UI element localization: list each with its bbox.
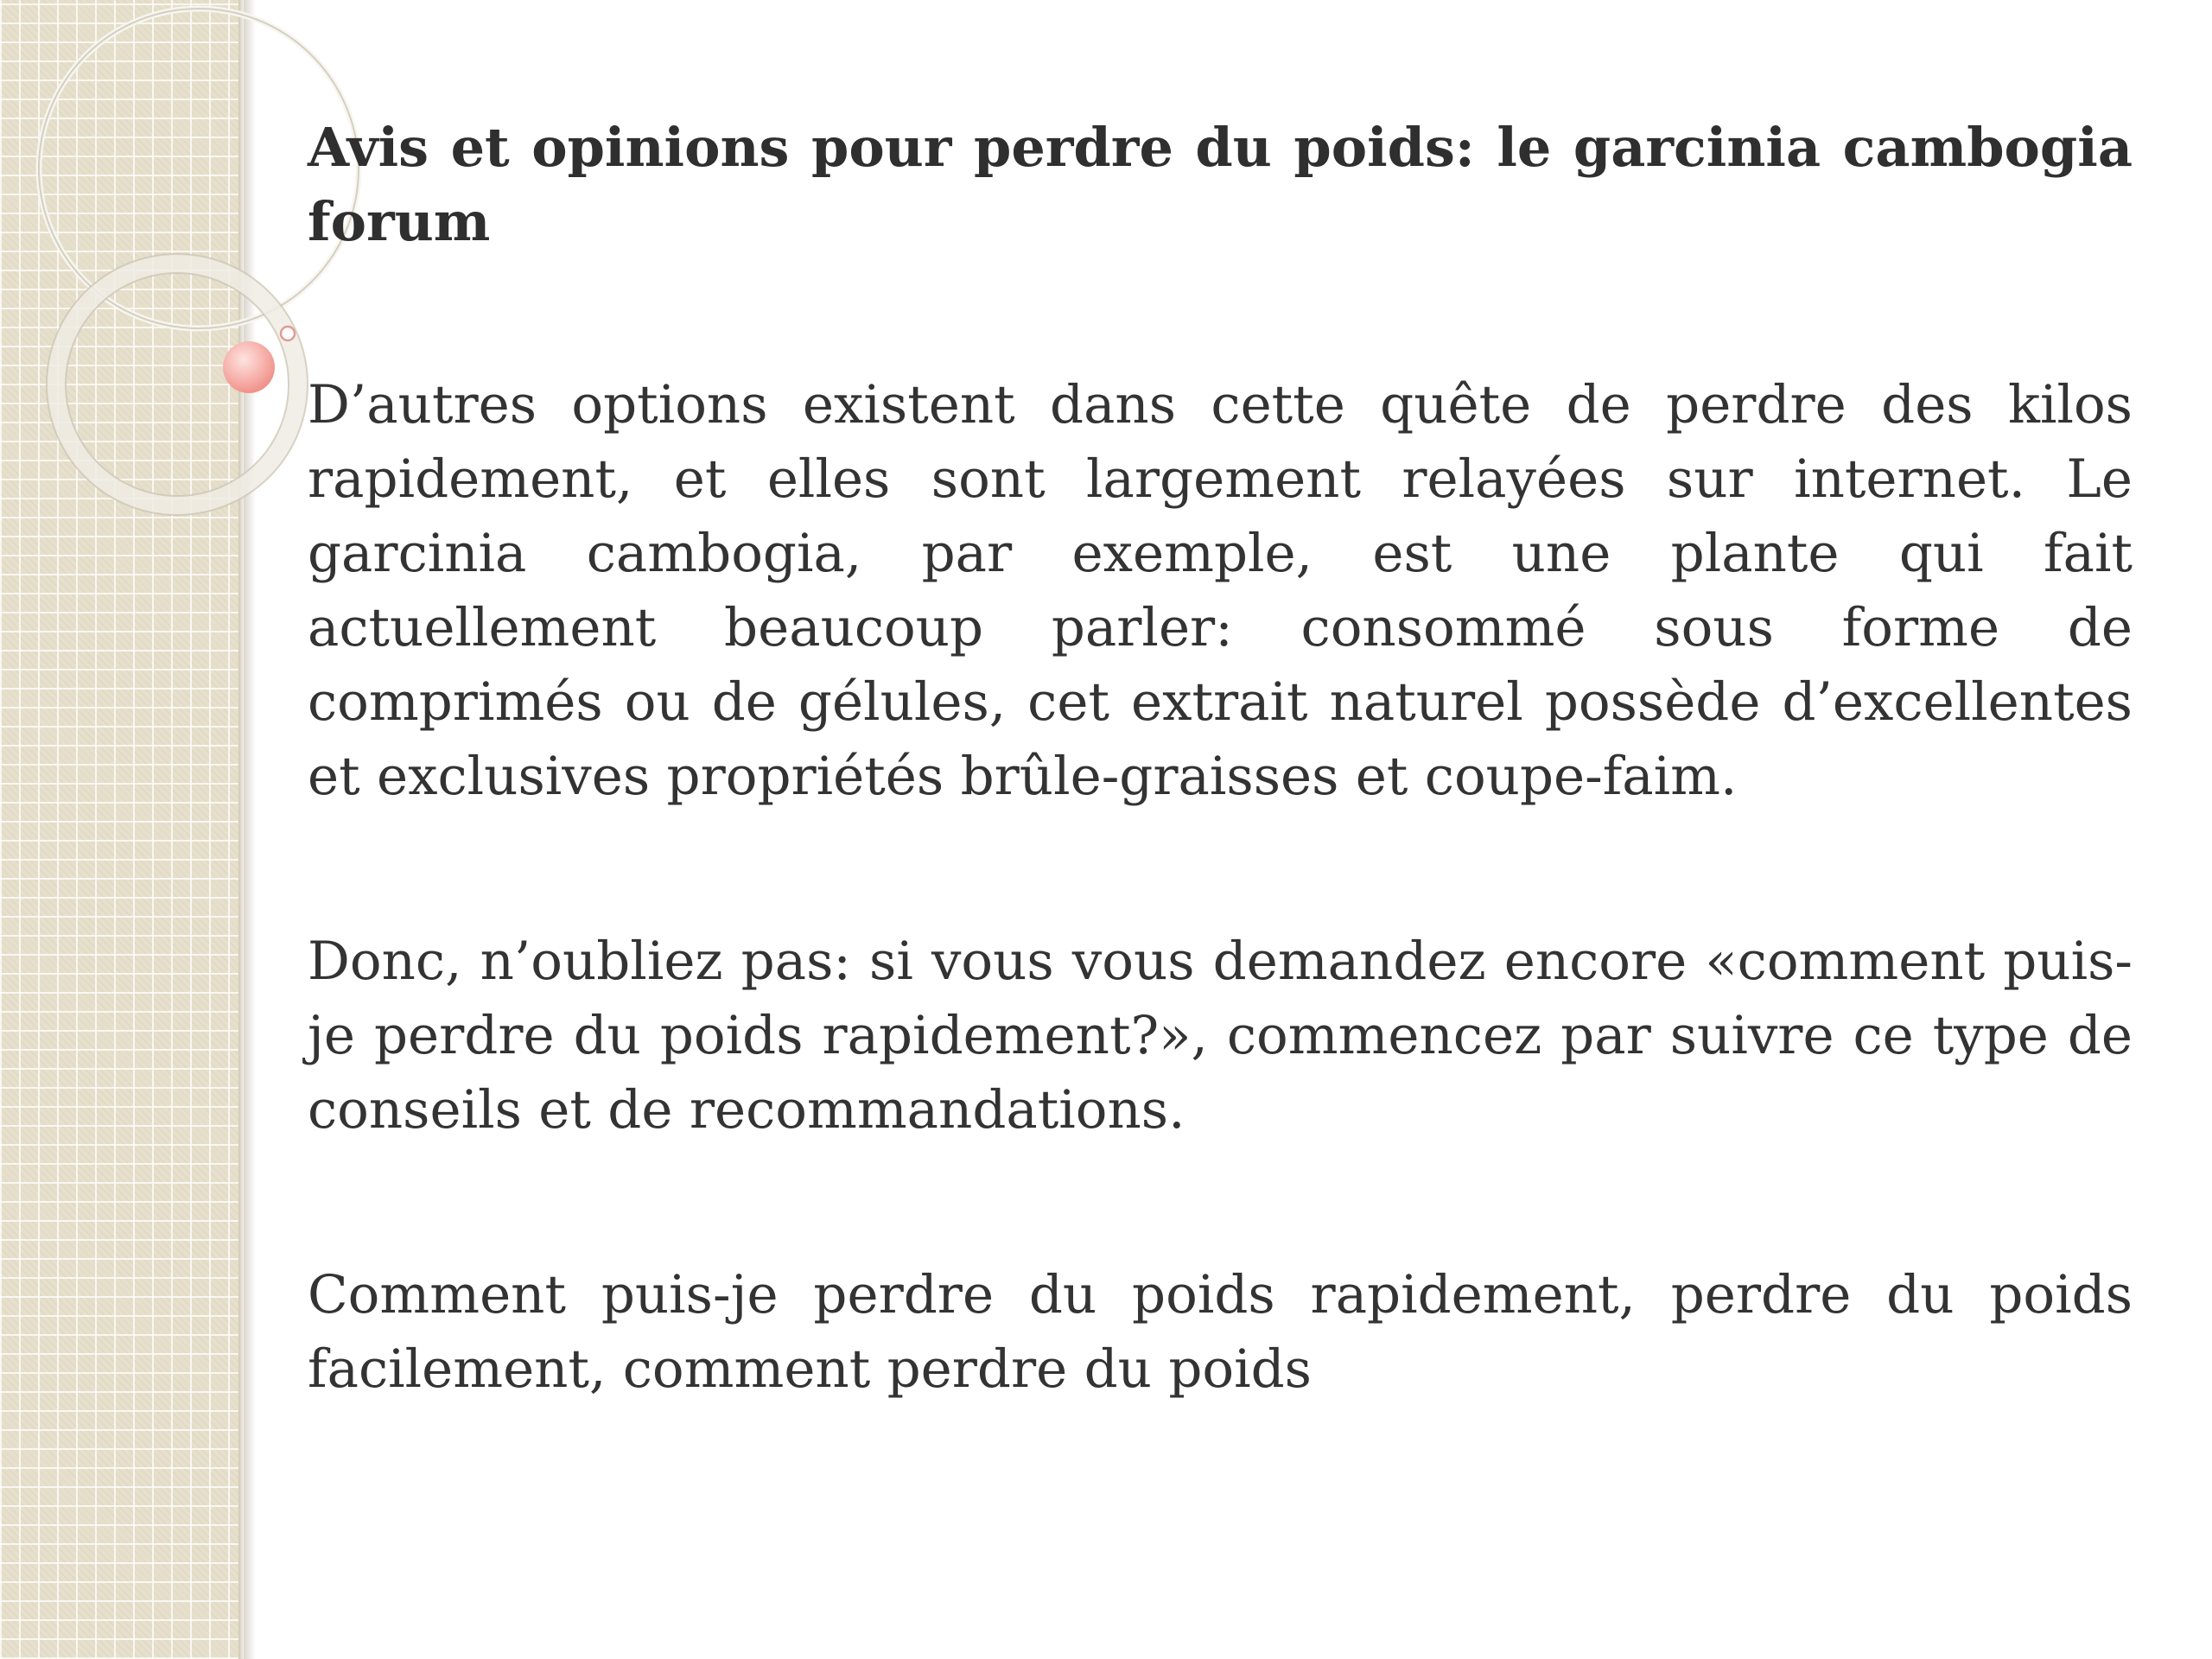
paragraph-keywords: Comment puis-je perdre du poids rapidement, perdre du poids facilement, comment perdre du poids bbox=[308, 1264, 2133, 1400]
paragraph-reminder: Donc, n’oubliez pas: si vous vous demandez encore «comment puis-je perdre du poids rapidement?», commencez par suivre ce type de conseils et de recommandations. bbox=[308, 931, 2133, 1141]
slide-title: Avis et opinions pour perdre du poids: le garcinia cambogia forum bbox=[308, 116, 2133, 253]
paragraph-garcinia-options: D’autres options existent dans cette quête de perdre des kilos rapidement, et elles sont largement relayées sur internet. Le garcinia cambogia, par exemple, est une plante qui fait actuellement beaucoup parler: consommé sous forme de comprimés ou de gélules, cet extrait naturel possède d’excellentes et exclusives propriétés brûle-graisses et coupe-faim. bbox=[308, 374, 2133, 807]
small-dot-icon bbox=[281, 327, 295, 340]
slide-content bbox=[308, 111, 2133, 1407]
pink-dot-icon bbox=[223, 341, 275, 393]
